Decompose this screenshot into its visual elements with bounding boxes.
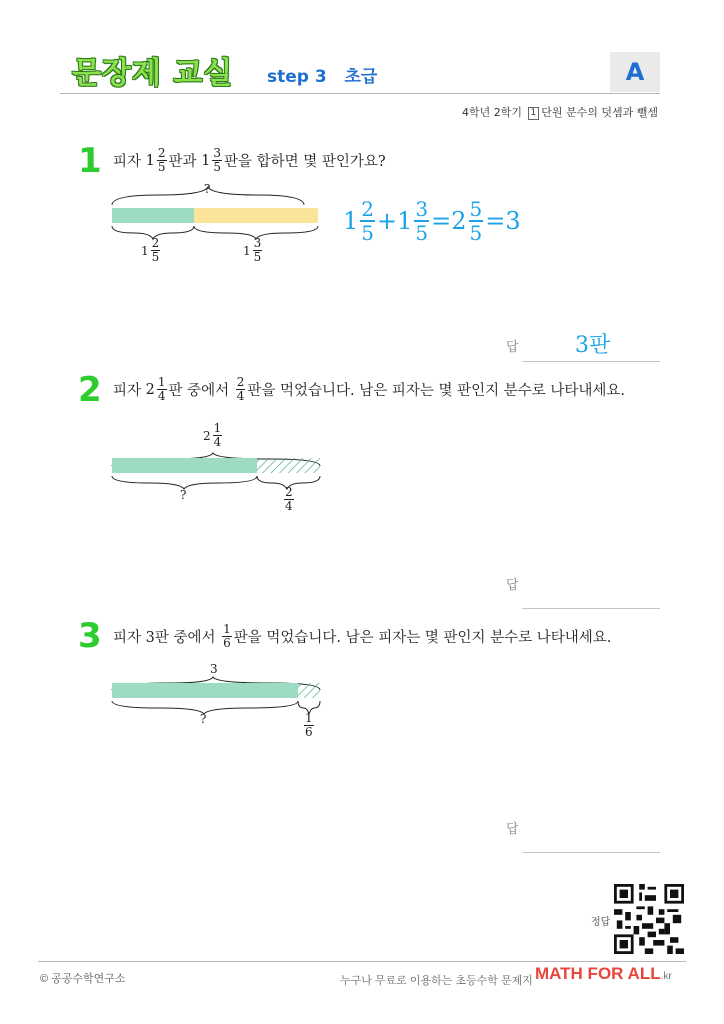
step-label: step 3 초급 xyxy=(267,67,378,87)
problem-1-answer: 3판 xyxy=(575,333,611,358)
problem-3-answer-line xyxy=(522,852,660,853)
qr-answer-label: 정답 xyxy=(591,917,611,928)
problem-1-bar-diagram xyxy=(100,180,340,275)
problem-1-answer-label: 답 xyxy=(506,339,519,354)
problem-1-right-label: 1 $\frac{3}{5}$ xyxy=(243,236,262,264)
problem-3-right-label: $\frac{1}{6}$ xyxy=(305,711,313,739)
problem-1-number: 1 xyxy=(78,141,102,181)
problem-2-question: 피자 2 $\frac{1}{4}$ 판 중에서 $\frac{2}{4}$ 판을 먹었습니다. 남은 피자는 몇 판인지 분수로 나타내세요. xyxy=(113,375,626,403)
problem-2-left-label: ? xyxy=(180,488,187,502)
problem-1-left-label: 1 $\frac{2}{5}$ xyxy=(141,236,160,264)
bar-segment-eaten xyxy=(257,458,320,473)
problem-2-number: 2 xyxy=(78,370,102,410)
problem-2-bar-diagram xyxy=(100,440,340,500)
problem-3-left-label: ? xyxy=(200,712,207,726)
problem-3-number: 3 xyxy=(78,616,102,656)
header-divider xyxy=(60,93,660,94)
bar-segment-eaten xyxy=(298,683,320,698)
grade-box: A xyxy=(610,52,660,92)
footer-brand-logo[interactable]: MATH FOR ALL.kr xyxy=(535,964,672,983)
footer-tagline: 누구나 무료로 이용하는 초등수학 문제지 xyxy=(340,975,533,987)
problem-1-fraction-a: 1 $\frac{2}{5}$ xyxy=(145,146,166,174)
problem-3-answer-label: 답 xyxy=(506,821,519,836)
footer-copyright: © 공공수학연구소 xyxy=(40,973,126,985)
problem-2-fraction-a: 2 $\frac{1}{4}$ xyxy=(145,375,166,403)
answer-qr-code-icon[interactable] xyxy=(614,884,684,954)
bar-segment-yellow xyxy=(194,208,318,223)
problem-2-fraction-b: $\frac{2}{4}$ xyxy=(236,375,245,403)
problem-2-right-label: $\frac{2}{4}$ xyxy=(285,485,293,513)
footer-divider xyxy=(38,961,686,962)
unit-label: 4학년 2학기 1 단원 분수의 덧셈과 뺄셈 xyxy=(462,106,658,119)
worksheet-title: 문장제 교실 xyxy=(72,56,234,91)
bar-segment-remaining xyxy=(112,683,298,698)
problem-2-answer-label: 답 xyxy=(506,577,519,592)
problem-3-question: 피자 3판 중에서 $\frac{1}{6}$ 판을 먹었습니다. 남은 피자는 몇 판인지 분수로 나타내세요. xyxy=(113,622,612,650)
problem-2-answer-line xyxy=(522,608,660,609)
problem-1-equation: 1 $\frac{2}{5}$ + 1 $\frac{3}{5}$ = 2 $\frac{5}{5}$ = 3 xyxy=(343,197,521,245)
problem-3-fraction-b: $\frac{1}{6}$ xyxy=(223,622,231,650)
problem-1-question: 피자 1 $\frac{2}{5}$ 판과 1 $\frac{3}{5}$ 판을 합하면 몇 판인가요? xyxy=(113,146,386,174)
problem-1-fraction-b: 1 $\frac{3}{5}$ xyxy=(201,146,221,174)
problem-1-top-label: ? xyxy=(204,182,211,196)
problem-2-top-label: 2 $\frac{1}{4}$ xyxy=(203,421,222,449)
problem-3-top-label: 3 xyxy=(210,662,218,676)
bar-segment-green xyxy=(112,208,194,223)
bar-segment-remaining xyxy=(112,458,257,473)
problem-1-answer-line xyxy=(522,361,660,362)
